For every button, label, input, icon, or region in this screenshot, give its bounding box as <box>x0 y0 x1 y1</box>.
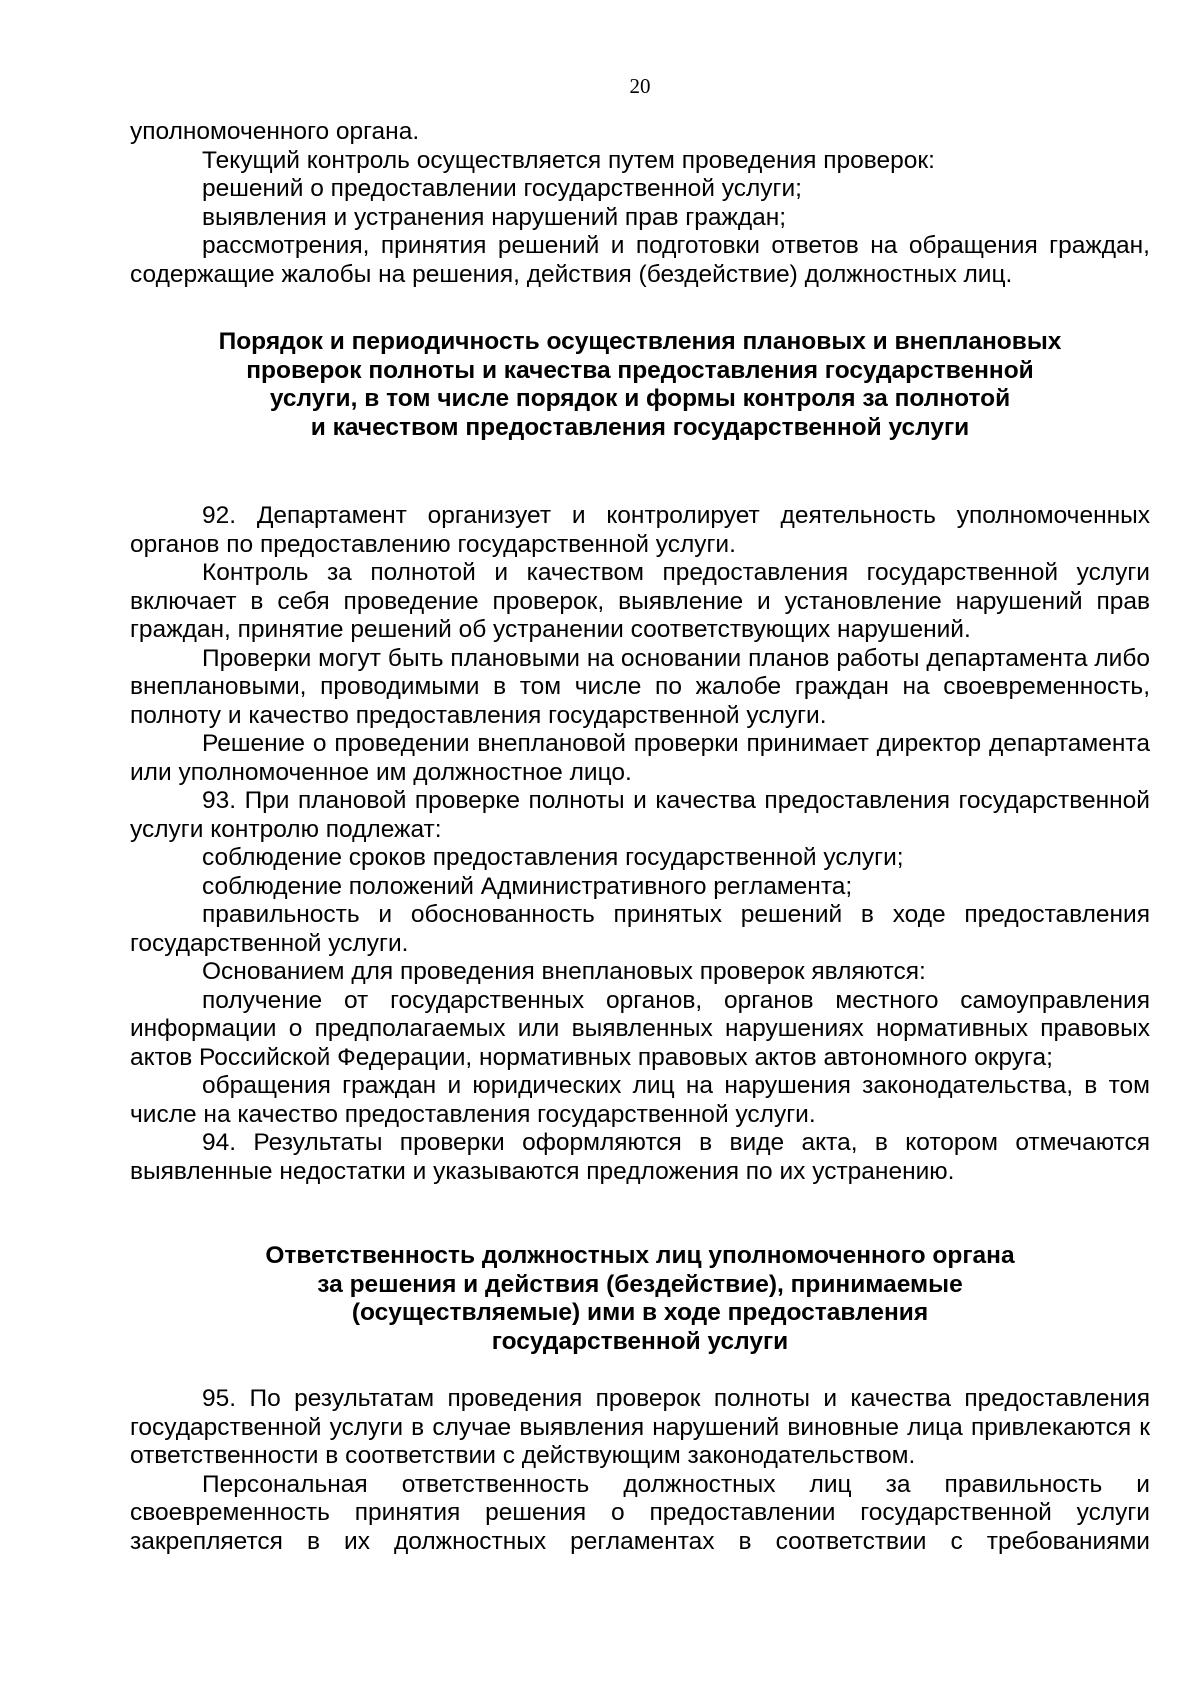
heading-line: услуги, в том числе порядок и формы контроля за полнотой <box>269 385 1011 412</box>
paragraph: Решение о проведении внеплановой проверки принимает директор департамента или уполномоченное им должностное лицо. <box>130 730 1150 786</box>
list-item: правильность и обоснованность принятых решений в ходе предоставления государственной услуги. <box>130 901 1150 957</box>
heading-line: Ответственность должностных лиц уполномоченного органа <box>265 1242 1015 1269</box>
heading-line: и качеством предоставления государственной услуги <box>310 413 970 441</box>
text-block-inspections <box>130 502 1150 1186</box>
text-block-control-methods <box>130 118 1150 289</box>
text-block-responsibility <box>130 1385 1150 1556</box>
paragraph-92: 92. Департамент организует и контролирует деятельность уполномоченных органов по предоставлению государственной услуги. <box>130 502 1150 558</box>
paragraph: уполномоченного органа. <box>130 118 420 145</box>
paragraph: Проверки могут быть плановыми на основании планов работы департамента либо внеплановыми, проводимыми в том числе по жалобе граждан на своевременность, полноту и качество предоставления государственной услуги. <box>130 644 1150 729</box>
list-item: получение от государственных органов, органов местного самоуправления информации о предполагаемых или выявленных нарушениях нормативных правовых актов Российской Федерации, нормативных правовых актов автономного округа; <box>130 986 1150 1071</box>
list-item: соблюдение сроков предоставления государственной услуги; <box>202 844 904 871</box>
list-item: решений о предоставлении государственной услуги; <box>202 175 802 202</box>
list-item: соблюдение положений Административного регламента; <box>202 872 853 900</box>
paragraph: Персональная ответственность должностных лиц за правильность и своевременность принятия решения о предоставлении государственной услуги закрепляется в их должностных регламентах в соответствии с требованиями <box>130 1470 1150 1555</box>
heading-line: (осуществляемые) ими в ходе предоставления <box>351 1299 929 1326</box>
heading-line: проверок полноты и качества предоставления государственной <box>246 356 1034 384</box>
paragraph: Основанием для проведения внеплановых проверок являются: <box>202 958 926 985</box>
list-item: обращения граждан и юридических лиц на нарушения законодательства, в том числе на качество предоставления государственной услуги. <box>130 1072 1150 1128</box>
section-heading-inspections <box>130 328 1150 442</box>
heading-line: за решения и действия (бездействие), принимаемые <box>317 1270 963 1298</box>
paragraph-94: 94. Результаты проверки оформляются в виде акта, в котором отмечаются выявленные недостатки и указываются предложения по их устранению. <box>130 1129 1150 1185</box>
list-item: рассмотрения, принятия решений и подготовки ответов на обращения граждан, содержащие жалобы на решения, действия (бездействие) должностных лиц. <box>130 232 1150 288</box>
paragraph-95: 95. По результатам проведения проверок полноты и качества предоставления государственной услуги в случае выявления нарушений виновные лица привлекаются к ответственности в соответствии с действующим законодательством. <box>130 1385 1150 1469</box>
paragraph: Текущий контроль осуществляется путем проведения проверок: <box>202 146 935 174</box>
list-item: выявления и устранения нарушений прав граждан; <box>202 203 787 231</box>
paragraph-93: 93. При плановой проверке полноты и качества предоставления государственной услуги контролю подлежат: <box>130 787 1150 843</box>
section-heading-responsibility <box>130 1242 1150 1356</box>
page-number: 20 <box>629 74 651 98</box>
heading-line: Порядок и периодичность осуществления плановых и внеплановых <box>218 328 1062 355</box>
paragraph: Контроль за полнотой и качеством предоставления государственной услуги включает в себя проведение проверок, выявление и установление нарушений прав граждан, принятие решений об устранении соответствующих нарушений. <box>130 559 1150 643</box>
heading-line: государственной услуги <box>491 1327 789 1355</box>
